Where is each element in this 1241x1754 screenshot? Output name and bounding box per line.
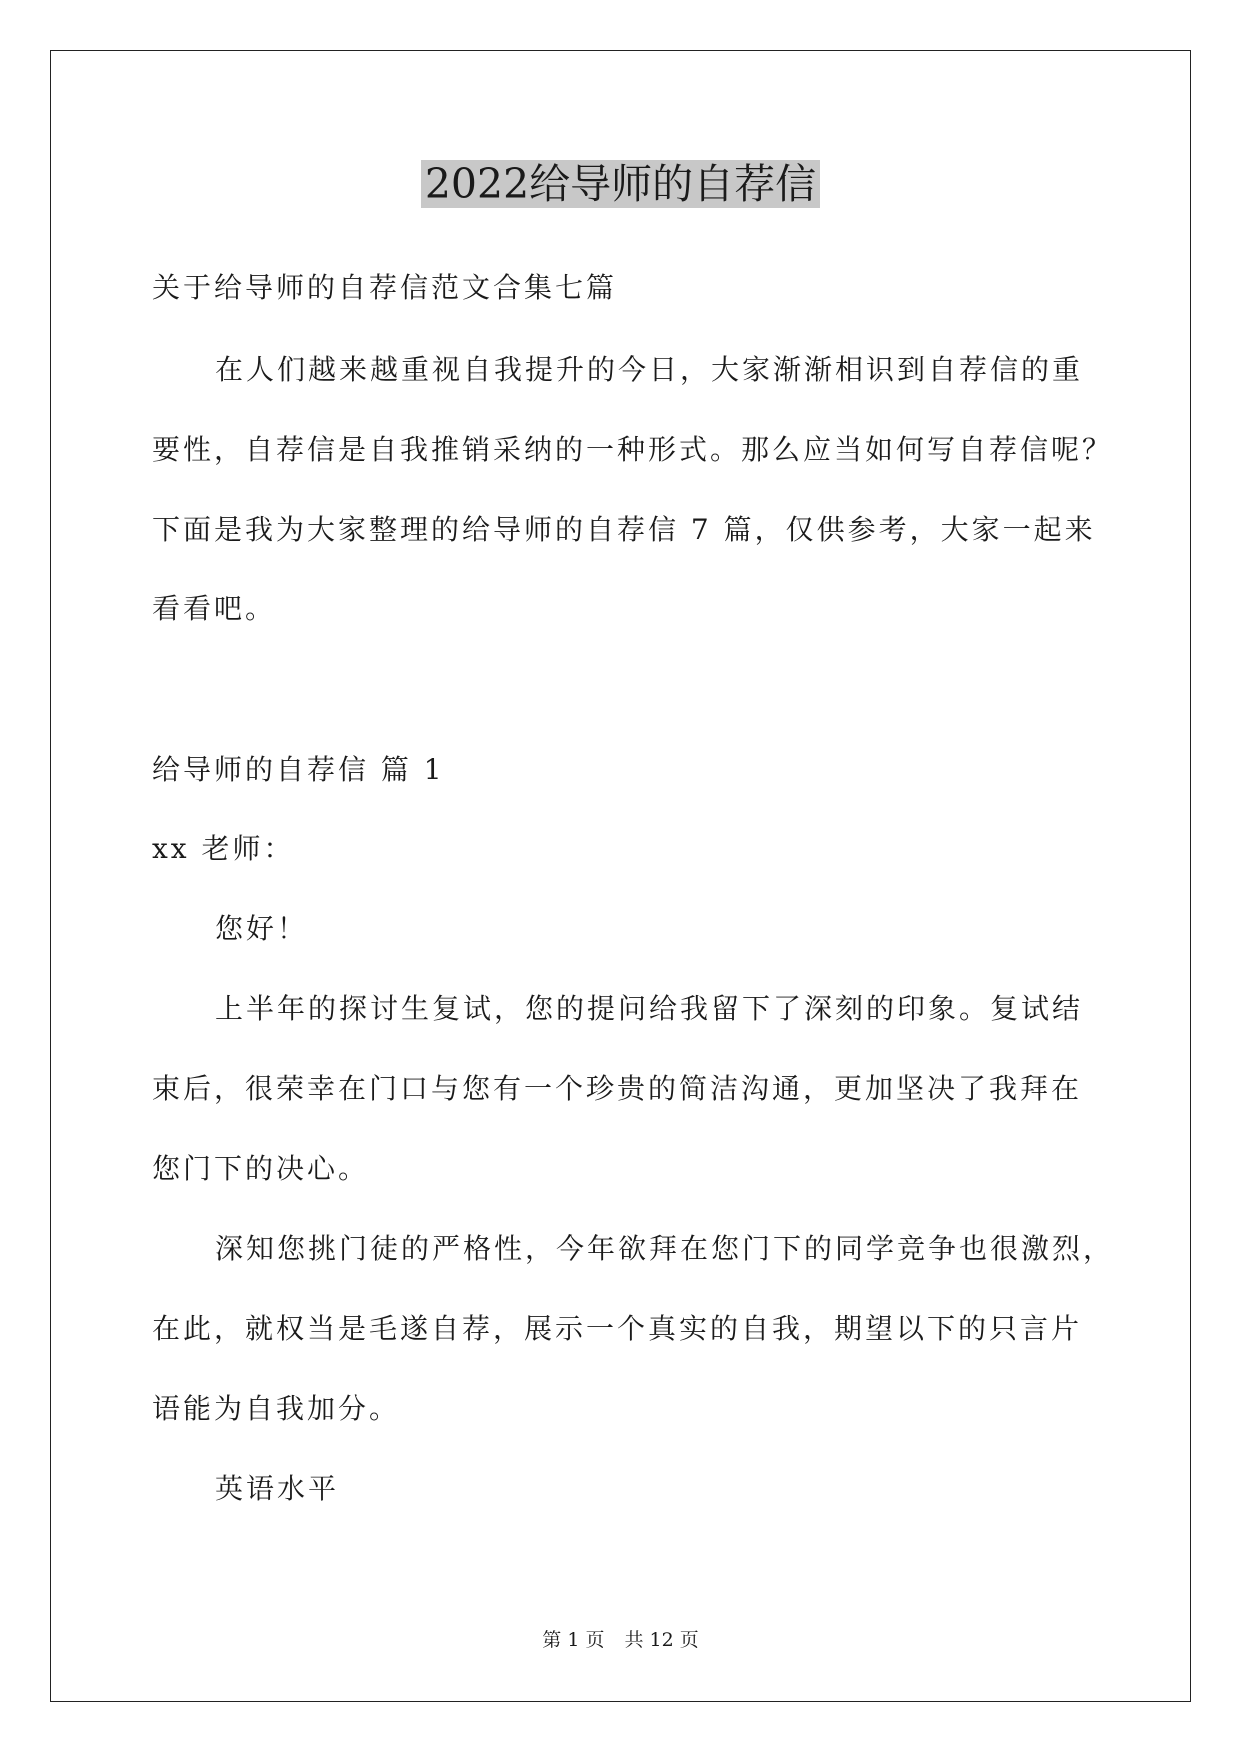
paragraph-line: 在此，就权当是毛遂自荐，展示一个真实的自我，期望以下的只言片 xyxy=(152,1312,1083,1345)
subheading: 英语水平 xyxy=(215,1472,340,1505)
intro-line: 要性，自荐信是自我推销采纳的一种形式。那么应当如何写自荐信呢？ xyxy=(152,433,1114,466)
document-title xyxy=(0,156,1241,212)
paragraph-line: 语能为自我加分。 xyxy=(152,1392,401,1425)
document-title-text: 2022给导师的自荐信 xyxy=(421,160,820,208)
greeting: 您好！ xyxy=(215,912,309,945)
document-subtitle: 关于给导师的自荐信范文合集七篇 xyxy=(152,271,618,304)
intro-line: 在人们越来越重视自我提升的今日，大家渐渐相识到自荐信的重 xyxy=(215,353,1084,386)
page-footer xyxy=(0,1628,1241,1652)
paragraph-line: 您门下的决心。 xyxy=(152,1152,370,1185)
paragraph-line: 束后，很荣幸在门口与您有一个珍贵的简洁沟通，更加坚决了我拜在 xyxy=(152,1072,1083,1105)
paragraph-line: 上半年的探讨生复试，您的提问给我留下了深刻的印象。复试结 xyxy=(215,992,1084,1025)
page-number: 第 1 页 xyxy=(542,1629,605,1651)
intro-line: 看看吧。 xyxy=(152,592,277,625)
salutation: xx 老师： xyxy=(152,832,295,865)
paragraph-line: 深知您挑门徒的严格性，今年欲拜在您门下的同学竞争也很激烈， xyxy=(215,1232,1115,1265)
section-heading: 给导师的自荐信 篇 1 xyxy=(152,753,445,786)
intro-line: 下面是我为大家整理的给导师的自荐信 7 篇，仅供参考，大家一起来 xyxy=(152,513,1096,546)
page-total: 共 12 页 xyxy=(624,1629,699,1651)
